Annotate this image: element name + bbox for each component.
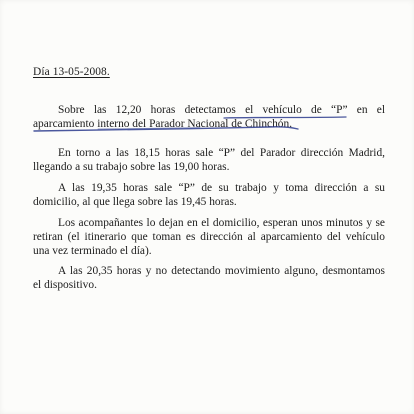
paragraph-1-line-1: Sobre las 12,20 horas detectamos el vehículo de “P” en el [58, 104, 385, 116]
paragraph-1 [33, 103, 385, 131]
paragraph-1-line-2: aparcamiento interno del Parador Nacional de Chinchón. [33, 118, 293, 130]
paragraph-2-line-2: llegando a su trabajo sobre las 19,00 horas. [33, 161, 230, 173]
paragraph-5-line-1: A las 20,35 horas y no detectando movimiento alguno, desmontamos [58, 265, 385, 277]
paragraph-2-line-1: En torno a las 18,15 horas sale “P” del Parador dirección Madrid, [58, 147, 385, 159]
paragraph-4-line-2: retiran (el itinerario que toman es dirección al aparcamiento del vehículo [33, 231, 385, 243]
paragraph-3 [33, 181, 385, 209]
document-date: Día 13-05-2008. [33, 66, 110, 78]
paragraph-5 [33, 264, 385, 292]
paragraph-3-line-1: A las 19,35 horas sale “P” de su trabajo y toma dirección a su [58, 182, 385, 194]
paragraph-5-line-2: el dispositivo. [33, 279, 97, 291]
paragraph-3-line-2: domicilio, al que llega sobre las 19,45 horas. [33, 196, 237, 208]
paragraph-2 [33, 146, 385, 174]
paragraph-4-line-3: una vez terminado el día). [33, 245, 152, 257]
paragraph-4-line-1: Los acompañantes lo dejan en el domicilio, esperan unos minutos y se [58, 217, 385, 229]
paragraph-4 [33, 216, 385, 258]
